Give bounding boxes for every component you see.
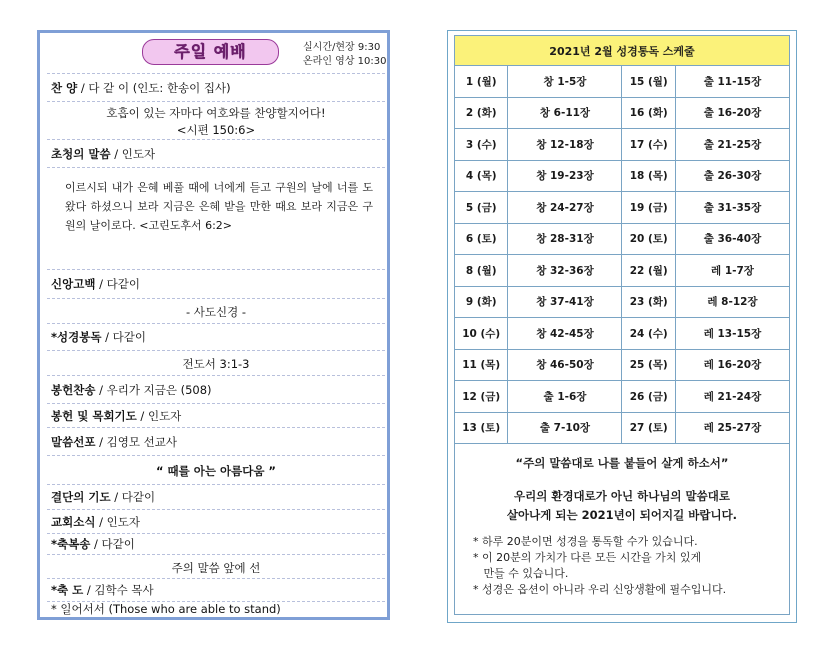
- schedule-reading: 출 11-15장: [675, 66, 789, 98]
- order-sermon: [47, 428, 385, 456]
- schedule-reading: 창 1-5장: [508, 66, 622, 98]
- order-resolution: [47, 485, 385, 510]
- benediction-detail: / 김학수 목사: [83, 583, 154, 597]
- schedule-day: 25 (목): [622, 349, 675, 381]
- service-time-onsite: 실시간/현장 9:30: [303, 42, 381, 53]
- note-line: * 성경은 옵션이 아니라 우리 신앙생활에 필수입니다.: [473, 583, 727, 596]
- note-line: 만들 수 있습니다.: [473, 567, 569, 580]
- schedule-quote: “주의 말씀대로 나를 붙들어 살게 하소서”: [515, 456, 729, 470]
- schedule-notes: [473, 534, 781, 598]
- order-blessing-song: [47, 534, 385, 555]
- schedule-day: 12 (금): [455, 381, 508, 413]
- schedule-day: 11 (목): [455, 349, 508, 381]
- schedule-day: 8 (월): [455, 255, 508, 287]
- schedule-table: [454, 35, 790, 444]
- schedule-day: 5 (금): [455, 192, 508, 224]
- news-detail: / 인도자: [95, 514, 140, 529]
- creed-detail: / 다같이: [95, 277, 140, 291]
- schedule-day: 23 (화): [622, 286, 675, 318]
- prayer-line-2: 살아나게 되는 2021년이 되어지길 바랍니다.: [506, 508, 738, 522]
- schedule-day: 4 (목): [455, 160, 508, 192]
- news-label: 교회소식: [51, 514, 96, 529]
- benediction-label: *축 도: [51, 583, 84, 597]
- schedule-row: [455, 286, 790, 318]
- order-reading: [47, 324, 385, 351]
- schedule-row: [455, 97, 790, 129]
- order-hymn: [47, 73, 385, 102]
- schedule-body: [455, 66, 790, 444]
- standing-footnote: * 일어서서 (Those who are able to stand): [51, 602, 281, 616]
- blessing-song-detail: / 다같이: [90, 537, 135, 551]
- creed-label: 신앙고백: [51, 277, 96, 291]
- schedule-reading: 레 13-15장: [675, 318, 789, 350]
- schedule-reading: 출 21-25장: [675, 129, 789, 161]
- resolution-label: 결단의 기도: [51, 490, 111, 504]
- schedule-row: [455, 381, 790, 413]
- sermon-title: “ 때를 아는 아름다움 ”: [155, 464, 276, 478]
- reading-schedule-panel: [447, 30, 797, 623]
- sermon-title-row: [47, 456, 385, 485]
- offering-song-detail: / 우리가 지금은 (508): [95, 382, 212, 397]
- service-time-online: 온라인 영상 10:30: [303, 56, 387, 67]
- sermon-label: 말씀선포: [51, 434, 96, 449]
- service-times: [303, 41, 386, 69]
- schedule-day: 22 (월): [622, 255, 675, 287]
- schedule-reading: 창 24-27장: [508, 192, 622, 224]
- schedule-reading: 창 42-45장: [508, 318, 622, 350]
- schedule-reading: 레 8-12장: [675, 286, 789, 318]
- schedule-day: 6 (토): [455, 223, 508, 255]
- schedule-prayer: [455, 487, 789, 525]
- schedule-reading: 창 12-18장: [508, 129, 622, 161]
- worship-order-panel: [37, 30, 390, 620]
- blessing-song-title-row: [47, 555, 385, 579]
- order-news: [47, 510, 385, 534]
- reading-detail: / 다같이: [101, 330, 146, 344]
- schedule-reading: 출 36-40장: [675, 223, 789, 255]
- call-to-worship: [47, 102, 385, 140]
- call-line-2: <시편 150:6>: [176, 123, 256, 137]
- reading-ref: 전도서 3:1-3: [182, 357, 250, 371]
- invite-detail: / 인도자: [110, 146, 156, 161]
- schedule-day: 17 (수): [622, 129, 675, 161]
- schedule-row: [455, 255, 790, 287]
- sermon-detail: / 김영모 선교사: [95, 434, 177, 449]
- blessing-song-title: 주의 말씀 앞에 선: [171, 561, 261, 575]
- schedule-reading: 창 6-11장: [508, 97, 622, 129]
- schedule-day: 18 (목): [622, 160, 675, 192]
- order-benediction: [47, 579, 385, 602]
- schedule-day: 27 (토): [622, 412, 675, 444]
- schedule-row: [455, 349, 790, 381]
- order-offering-song: [47, 376, 385, 404]
- schedule-reading: 창 32-36장: [508, 255, 622, 287]
- schedule-reading: 출 16-20장: [675, 97, 789, 129]
- schedule-row: [455, 66, 790, 98]
- creed-name-row: [47, 299, 385, 324]
- schedule-title: 2021년 2월 성경통독 스케줄: [455, 36, 790, 66]
- schedule-day: 19 (금): [622, 192, 675, 224]
- note-line: * 이 20분의 가치가 다른 모든 시간을 가치 있게: [473, 551, 702, 564]
- schedule-reading: 창 28-31장: [508, 223, 622, 255]
- order-offering-prayer: [47, 404, 385, 428]
- creed-name: - 사도신경 -: [185, 305, 247, 319]
- order-creed: [47, 270, 385, 299]
- hymn-label: 찬 양: [51, 80, 78, 95]
- schedule-day: 1 (월): [455, 66, 508, 98]
- schedule-reading: 출 26-30장: [675, 160, 789, 192]
- invitation-verse: 이르시되 내가 은혜 베풀 때에 너에게 듣고 구원의 날에 너를 도왔다 하셨으니 보라 지금은 은혜 받을 만한 때요 보라 지금은 구원의 날이로다. <고린도후서 6:2>: [65, 181, 373, 232]
- schedule-reading: 창 46-50장: [508, 349, 622, 381]
- schedule-row: [455, 192, 790, 224]
- schedule-row: [455, 129, 790, 161]
- schedule-day: 15 (월): [622, 66, 675, 98]
- reading-ref-row: [47, 351, 385, 376]
- offering-song-label: 봉헌찬송: [51, 382, 96, 397]
- reading-label: *성경봉독: [51, 330, 102, 344]
- schedule-row: [455, 412, 790, 444]
- invitation-verse-box: [47, 168, 385, 270]
- schedule-day: 2 (화): [455, 97, 508, 129]
- schedule-row: [455, 160, 790, 192]
- schedule-reading: 출 7-10장: [508, 412, 622, 444]
- schedule-day: 3 (수): [455, 129, 508, 161]
- schedule-reading: 출 1-6장: [508, 381, 622, 413]
- hymn-detail: / 다 같 이 (인도: 한송이 집사): [77, 80, 231, 95]
- schedule-message: [454, 441, 790, 615]
- prayer-line-1: 우리의 환경대로가 아닌 하나님의 말씀대로: [514, 489, 730, 503]
- schedule-reading: 레 25-27장: [675, 412, 789, 444]
- schedule-reading: 레 16-20장: [675, 349, 789, 381]
- order-invitation: [47, 140, 385, 168]
- standing-footnote-row: [47, 602, 385, 616]
- schedule-day: 26 (금): [622, 381, 675, 413]
- blessing-song-label: *축복송: [51, 537, 91, 551]
- schedule-day: 13 (토): [455, 412, 508, 444]
- resolution-detail: / 다같이: [110, 490, 156, 504]
- schedule-day: 24 (수): [622, 318, 675, 350]
- offering-prayer-label: 봉헌 및 목회기도: [51, 408, 137, 423]
- schedule-reading: 레 21-24장: [675, 381, 789, 413]
- schedule-header-row: [455, 36, 790, 66]
- schedule-row: [455, 223, 790, 255]
- schedule-reading: 창 19-23장: [508, 160, 622, 192]
- schedule-reading: 창 37-41장: [508, 286, 622, 318]
- schedule-day: 20 (토): [622, 223, 675, 255]
- call-line-1: 호흡이 있는 자마다 여호와를 찬양할지어다!: [106, 106, 326, 120]
- schedule-reading: 레 1-7장: [675, 255, 789, 287]
- note-line: * 하루 20분이면 성경을 통독할 수가 있습니다.: [473, 535, 698, 548]
- schedule-day: 10 (수): [455, 318, 508, 350]
- service-title: 주일 예배: [142, 39, 279, 65]
- schedule-day: 9 (화): [455, 286, 508, 318]
- invite-label: 초청의 말씀: [51, 146, 111, 161]
- schedule-day: 16 (화): [622, 97, 675, 129]
- schedule-row: [455, 318, 790, 350]
- offering-prayer-detail: / 인도자: [136, 408, 182, 423]
- schedule-reading: 출 31-35장: [675, 192, 789, 224]
